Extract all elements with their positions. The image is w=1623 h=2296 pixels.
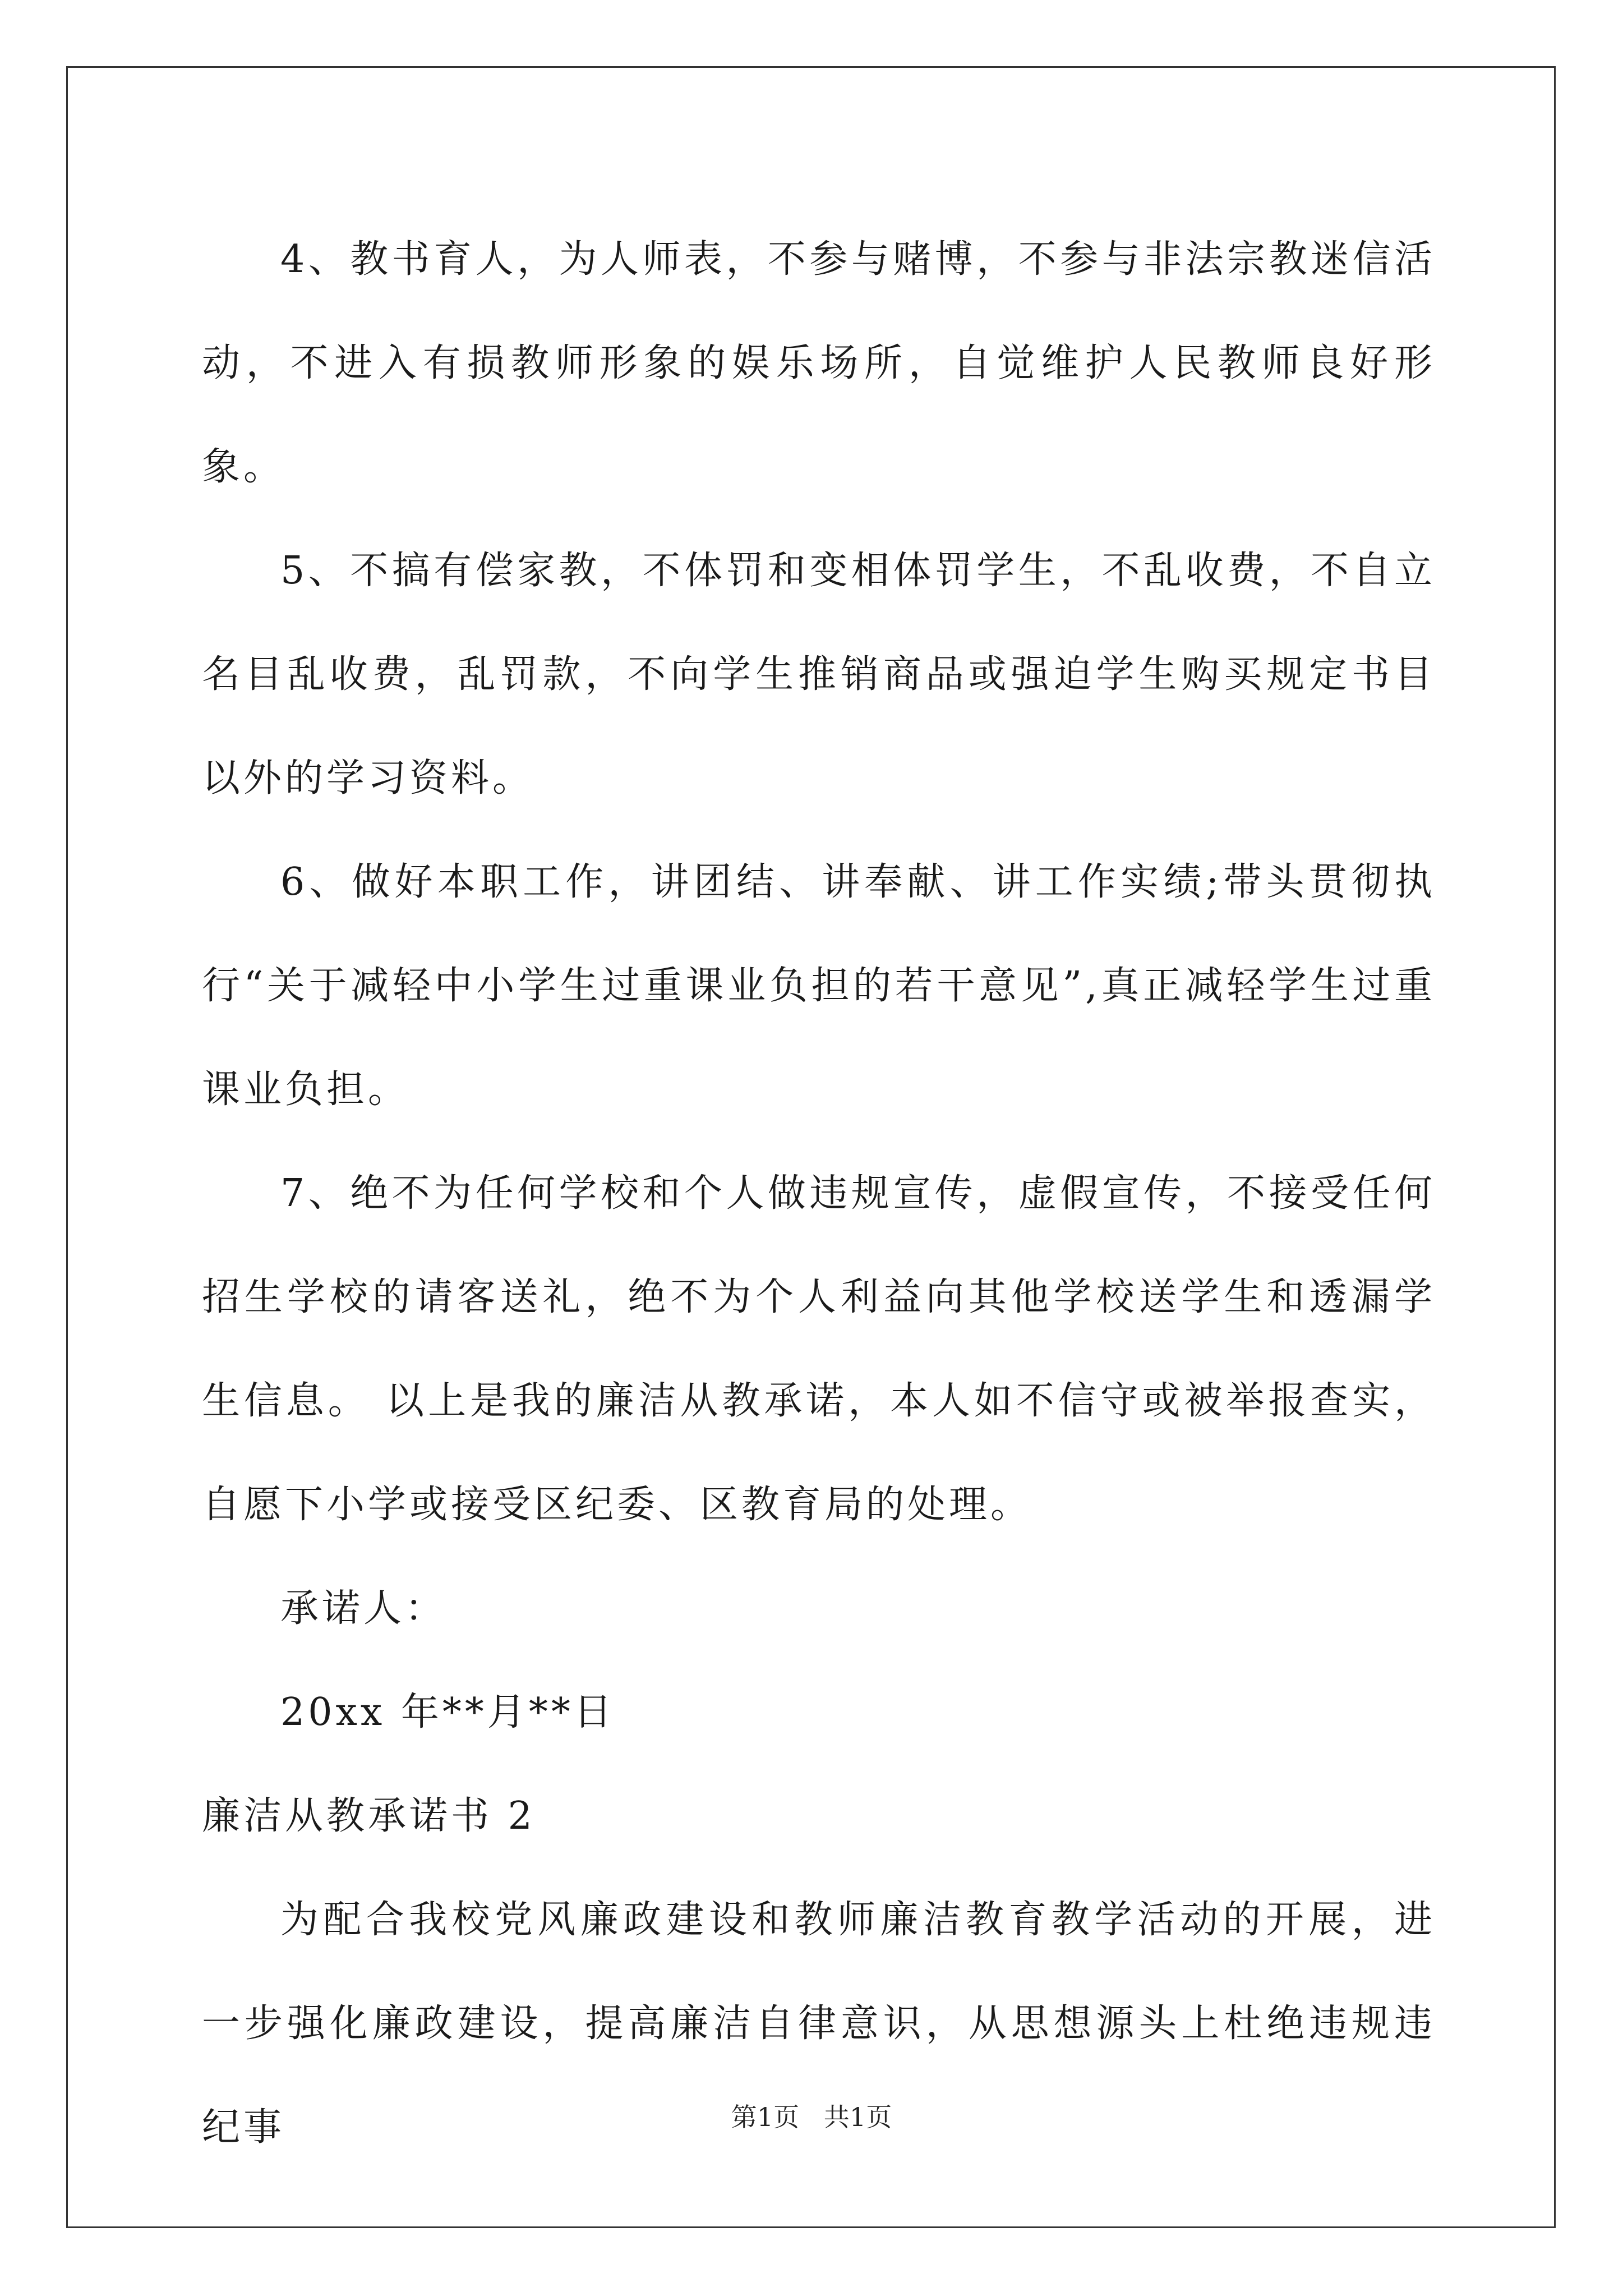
section-intro-paragraph: 为配合我校党风廉政建设和教师廉洁教育教学活动的开展，进一步强化廉政建设，提高廉洁自律意识，从思想源头上杜绝违规违纪事: [202, 1898, 1436, 2150]
commitment-item-6: 6、做好本职工作，讲团结、讲奉献、讲工作实绩;带头贯彻执行“关于减轻中小学生过重课业负担的若干意见”,真正减轻学生过重课业负担。: [202, 860, 1436, 1112]
signature-date: 20xx 年**月**日: [280, 1690, 615, 1734]
document-body: [202, 208, 1436, 2179]
commitment-item-4: 4、教书育人，为人师表，不参与赌博，不参与非法宗教迷信活动，不进入有损教师形象的娱乐场所，自觉维护人民教师良好形象。: [202, 237, 1436, 489]
commitment-item-5: 5、不搞有偿家教，不体罚和变相体罚学生，不乱收费，不自立名目乱收费，乱罚款，不向学生推销商品或强迫学生购买规定书目以外的学习资料。: [202, 549, 1436, 800]
section-title: 廉洁从教承诺书 2: [202, 1794, 536, 1838]
commitment-item-7: 7、绝不为任何学校和个人做违规宣传，虚假宣传，不接受任何招生学校的请客送礼，绝不为个人利益向其他学校送学生和透漏学生信息。 以上是我的廉洁从教承诺，本人如不信守或被举报查实，自愿下小学或接受区纪委、区教育局的处理。: [202, 1171, 1436, 1527]
signer-label: 承诺人：: [280, 1586, 447, 1631]
page-footer: 第1页 共1页: [731, 2102, 892, 2132]
